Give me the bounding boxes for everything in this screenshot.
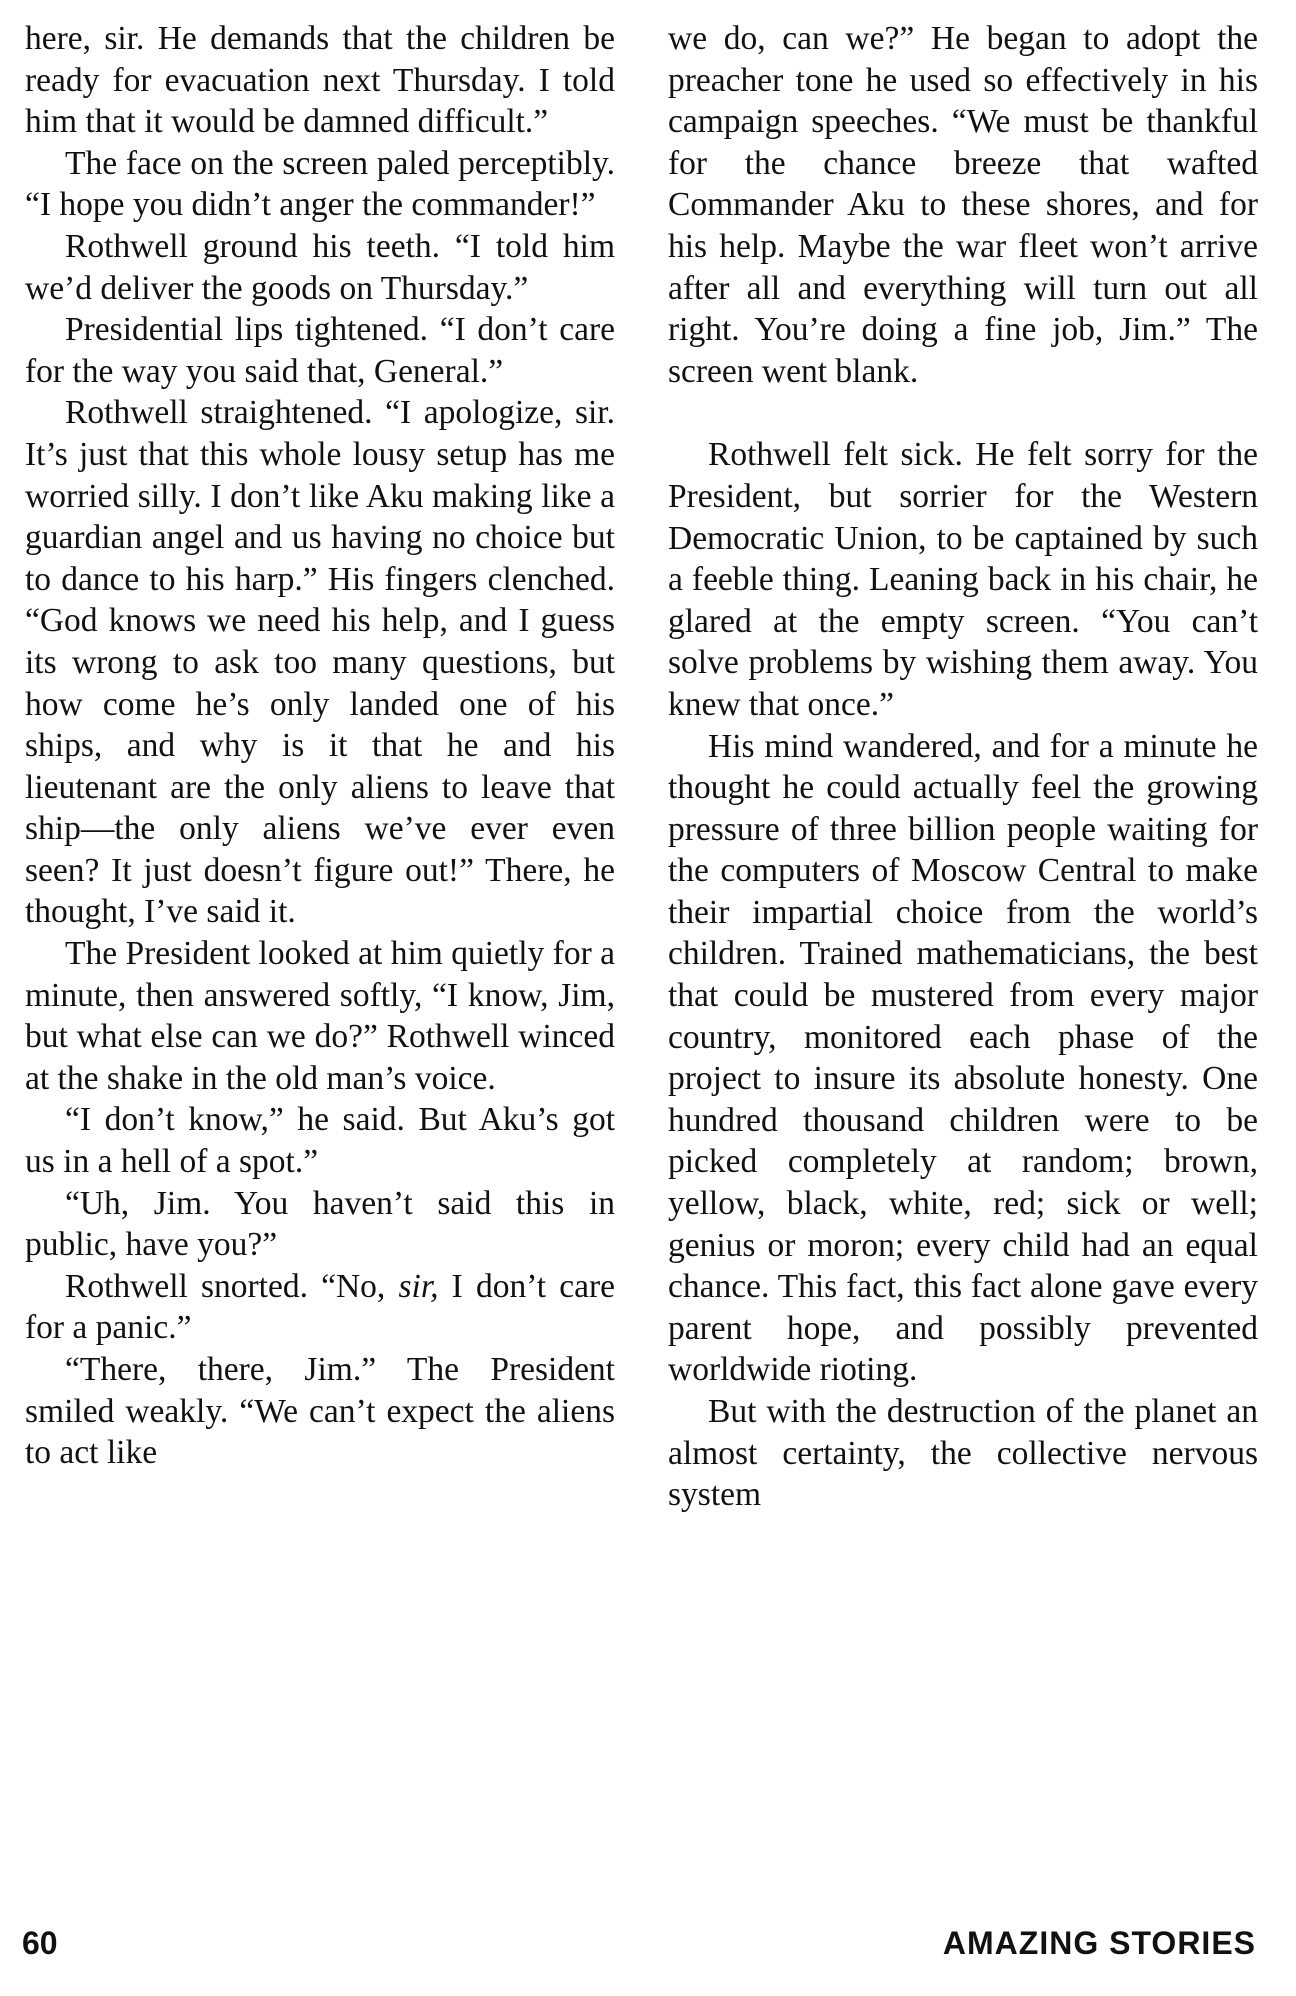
paragraph: “Uh, Jim. You haven’t said this in public, have you?” bbox=[25, 1184, 615, 1264]
paragraph: Rothwell straightened. “I apologize, sir. It’s just that this whole lousy setup has me worried silly. I don’t like Aku making like a guardian angel and us having no choice but to dance to his harp.” His fingers clenched. “God knows we need his help, and I guess its wrong to ask too many questions, but how come he’s only landed one of his ships, and why is it that he and his lieutenant are the only aliens to leave that ship—the only aliens we’ve ever even seen? It just doesn’t figure out!” There, he thought, I’ve said it. bbox=[25, 394, 615, 931]
text-column-right bbox=[668, 18, 1258, 1516]
emphasis-text: sir, bbox=[398, 1267, 439, 1305]
paragraph: Rothwell ground his teeth. “I told him we’d deliver the goods on Thursday.” bbox=[25, 227, 615, 307]
paragraph-text: Rothwell snorted. “No, bbox=[65, 1267, 399, 1305]
paragraph: The face on the screen paled perceptibly. “I hope you didn’t anger the commander!” bbox=[25, 144, 615, 224]
paragraph: “I don’t know,” he said. But Aku’s got us in a hell of a spot.” bbox=[25, 1101, 615, 1181]
paragraph: “There, there, Jim.” The President smiled weakly. “We can’t expect the aliens to act like bbox=[25, 1351, 615, 1472]
paragraph: here, sir. He demands that the children be ready for evacuation next Thursday. I told him that it would be damned difficult.” bbox=[25, 20, 615, 141]
paragraph: Presidential lips tightened. “I don’t care for the way you said that, General.” bbox=[25, 311, 615, 390]
paragraph: Rothwell felt sick. He felt sorry for the President, but sorrier for the Western Democratic Union, to be captained by such a feeble thing. Leaning back in his chair, he glared at the empty screen. “You can’t solve problems by wishing them away. You knew that once.” bbox=[668, 436, 1258, 723]
paragraph: The President looked at him quietly for a minute, then answered softly, “I know, Jim, but what else can we do?” Rothwell winced at the shake in the old man’s voice. bbox=[25, 935, 615, 1097]
paragraph: But with the destruction of the planet an almost certainty, the collective nervous system bbox=[668, 1393, 1258, 1514]
text-column-left bbox=[25, 18, 615, 1474]
paragraph-text: I don’t care for a panic.” bbox=[25, 1267, 615, 1347]
paragraph: we do, can we?” He began to adopt the preacher tone he used so effectively in his campaign speeches. “We must be thankful for the chance breeze that wafted Commander Aku to these shores, and for his help. Maybe the war fleet won’t arrive after all and everything will turn out all right. You’re doing a fine job, Jim.” The screen went blank. bbox=[668, 20, 1258, 390]
paragraph bbox=[25, 1266, 615, 1349]
paragraph: His mind wandered, and for a minute he thought he could actually feel the growing pressure of three billion people waiting for the computers of Moscow Central to make their impartial choice from the world’s children. Trained mathematicians, the best that could be mustered from every major country, monitored each phase of the project to insure its absolute honesty. One hundred thousand children were to be picked completely at random; brown, yellow, black, white, red; sick or well; genius or moron; every child had an equal chance. This fact, this fact alone gave every parent hope, and possibly prevented worldwide rioting. bbox=[668, 727, 1258, 1389]
running-footer-title: AMAZING STORIES bbox=[942, 1925, 1256, 1961]
page-number: 60 bbox=[22, 1925, 58, 1961]
